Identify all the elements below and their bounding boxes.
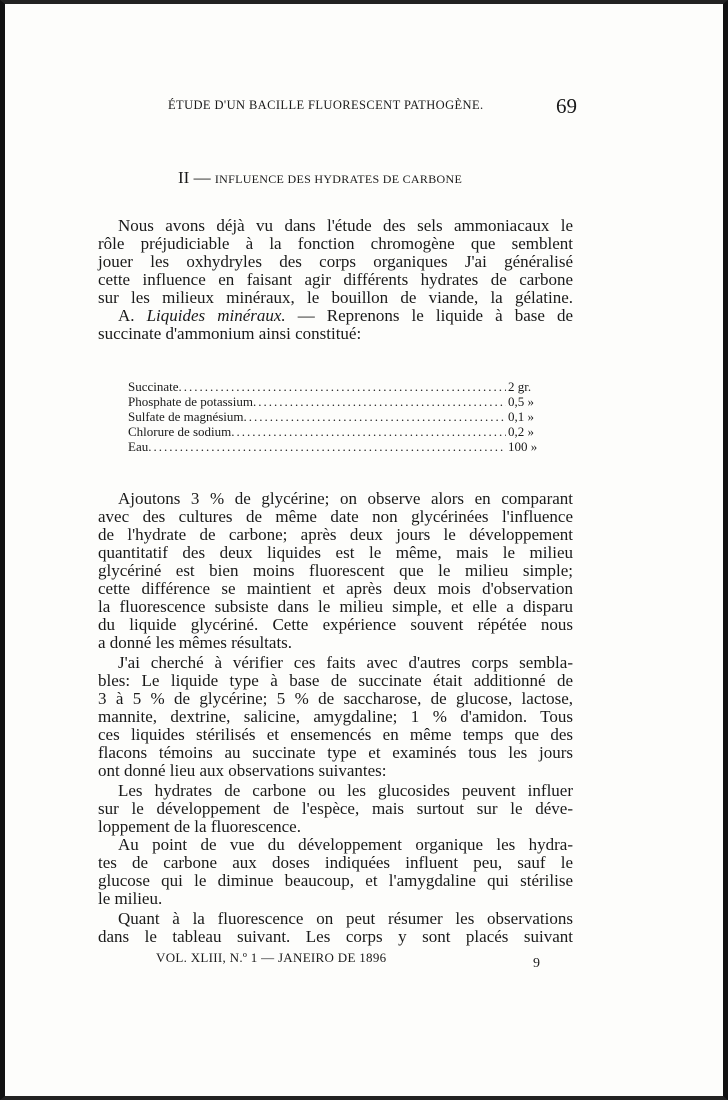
text-line: tes de carbone aux doses indiquées influent peu, sauf le bbox=[98, 853, 573, 872]
subsection-text: — Reprenons le liquide à base de bbox=[285, 306, 573, 325]
recipe-row bbox=[128, 380, 560, 394]
subsection-label: A. bbox=[118, 306, 135, 325]
leader-dots bbox=[179, 380, 506, 394]
recipe-row bbox=[128, 410, 560, 424]
section-title: INFLUENCE DES HYDRATES DE CARBONE bbox=[214, 172, 463, 186]
ingredient-name: Chlorure de sodium bbox=[128, 424, 232, 439]
text-line: sur le développement de l'espèce, mais surtout sur le déve- bbox=[98, 799, 573, 818]
ingredient-name: Phosphate de potassium bbox=[128, 394, 253, 409]
text-line: ont donné lieu aux observations suivantes: bbox=[98, 761, 387, 780]
text-line: cette influence en faisant agir différents hydrates de carbone bbox=[98, 270, 573, 289]
text-line: la fluorescence subsiste dans le milieu simple, et elle a disparu bbox=[98, 597, 573, 616]
text-line: succinate d'ammonium ainsi constitué: bbox=[98, 324, 362, 343]
text-line: 3 à 5 % de glycérine; 5 % de saccharose, de glucose, lactose, bbox=[98, 689, 573, 708]
text-line: Les hydrates de carbone ou les glucosides peuvent influer bbox=[118, 781, 573, 800]
signature-mark: 9 bbox=[533, 956, 540, 971]
leader-dots bbox=[244, 410, 506, 424]
text-line: flacons témoins au succinate type et examinés tous les jours bbox=[98, 743, 573, 762]
text-line: dans le tableau suivant. Les corps y sont placés suivant bbox=[98, 927, 573, 946]
ingredient-name: Sulfate de magnésium bbox=[128, 409, 244, 424]
ingredient-qty: 0,5 » bbox=[508, 394, 534, 409]
recipe-row bbox=[128, 395, 560, 409]
section-numeral: II — bbox=[178, 168, 215, 187]
text-line: du liquide glycériné. Cette expérience souvent répétée nous bbox=[98, 615, 573, 634]
subsection-title: Liquides minéraux. bbox=[146, 306, 286, 325]
volume-footer: VOL. XLIII, N.º 1 — JANEIRO DE 1896 bbox=[156, 950, 387, 965]
text-line: cette différence se maintient et après deux mois d'observation bbox=[98, 579, 573, 598]
subsection-line bbox=[118, 307, 573, 325]
section-heading bbox=[178, 168, 462, 188]
text-line: Au point de vue du développement organique les hydra- bbox=[118, 835, 573, 854]
text-line: loppement de la fluorescence. bbox=[98, 817, 301, 836]
running-head: ÉTUDE D'UN BACILLE FLUORESCENT PATHOGÈNE. bbox=[168, 98, 484, 112]
text-line: a donné les mêmes résultats. bbox=[98, 633, 293, 652]
ingredient-name: Succinate bbox=[128, 379, 179, 394]
text-line: jouer les oxhydryles des corps organiques J'ai généralisé bbox=[98, 252, 573, 271]
text-line: glucose qui le diminue beaucoup, et l'amygdaline qui stérilise bbox=[98, 871, 573, 890]
leader-dots bbox=[231, 425, 506, 439]
text-line: de l'hydrate de carbone; après deux jours le développement bbox=[98, 525, 573, 544]
page-number: 69 bbox=[556, 94, 577, 118]
ingredient-qty: 100 » bbox=[508, 439, 538, 454]
ingredient-qty: 0,2 » bbox=[508, 424, 534, 439]
text-line: J'ai cherché à vérifier ces faits avec d'autres corps sembla- bbox=[118, 653, 573, 672]
text-line: mannite, dextrine, salicine, amygdaline; 1 % d'amidon. Tous bbox=[98, 707, 573, 726]
text-line: Ajoutons 3 % de glycérine; on observe alors en comparant bbox=[118, 489, 573, 508]
text-line: Quant à la fluorescence on peut résumer les observations bbox=[118, 909, 573, 928]
text-line: ces liquides stérilisés et ensemencés en même temps que des bbox=[98, 725, 573, 744]
text-line: quantitatif des deux liquides est le même, mais le milieu bbox=[98, 543, 573, 562]
recipe-row bbox=[128, 440, 560, 454]
text-line: Nous avons déjà vu dans l'étude des sels ammoniacaux le bbox=[118, 216, 573, 235]
text-line: avec des cultures de même date non glycérinées l'influence bbox=[98, 507, 573, 526]
leader-dots bbox=[148, 440, 506, 454]
ingredient-qty: 2 gr. bbox=[508, 379, 532, 394]
ingredient-name: Eau bbox=[128, 439, 149, 454]
recipe-row bbox=[128, 425, 560, 439]
text-line: rôle préjudiciable à la fonction chromogène que semblent bbox=[98, 234, 573, 253]
text-line: le milieu. bbox=[98, 889, 163, 908]
text-line: bles: Le liquide type à base de succinate était additionné de bbox=[98, 671, 573, 690]
text-line: sur les milieux minéraux, le bouillon de viande, la gélatine. bbox=[98, 288, 573, 307]
text-line: glycériné est bien moins fluorescent que le milieu simple; bbox=[98, 561, 573, 580]
ingredient-qty: 0,1 » bbox=[508, 409, 534, 424]
leader-dots bbox=[253, 395, 506, 409]
